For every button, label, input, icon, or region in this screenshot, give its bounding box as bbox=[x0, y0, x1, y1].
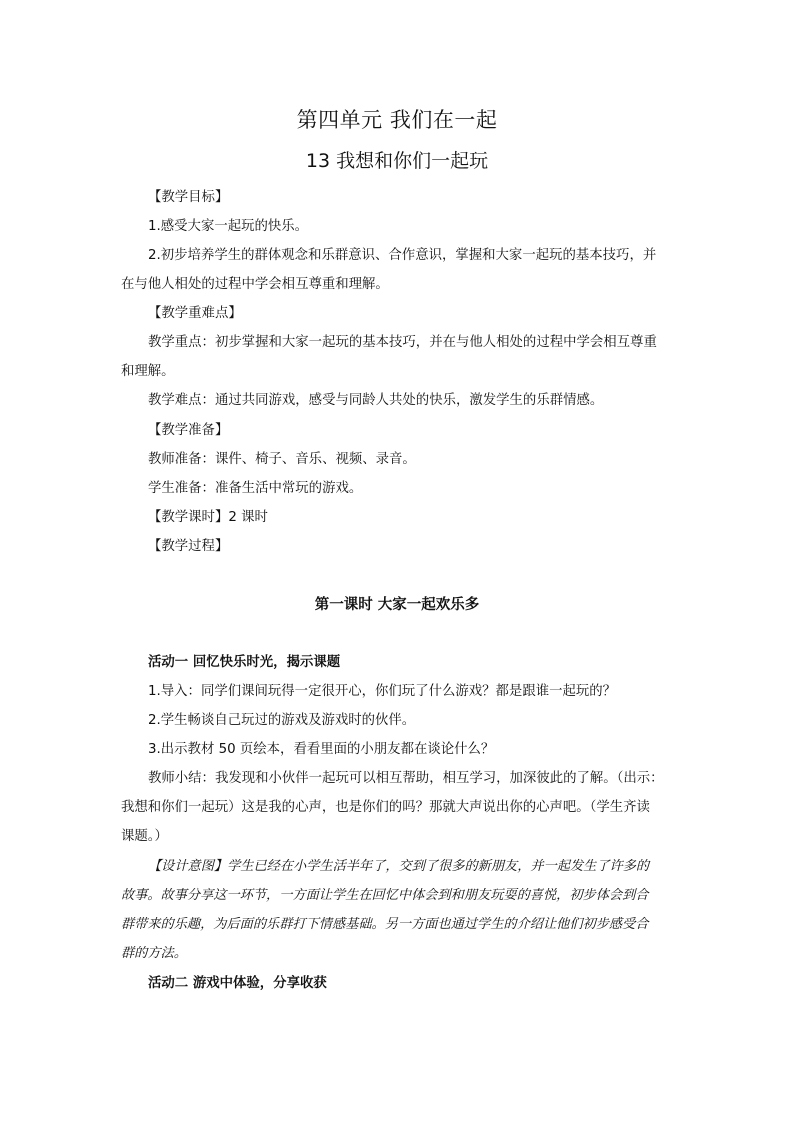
design-intent-line-4: 群的方法。 bbox=[121, 946, 187, 961]
teacher-prep: 教师准备：课件、椅子、音乐、视频、录音。 bbox=[148, 452, 416, 467]
step-3: 3.出示教材 50 页绘本，看看里面的小朋友都在谈论什么？ bbox=[148, 742, 495, 757]
goal-1: 1.感受大家一起玩的快乐。 bbox=[148, 219, 309, 234]
unit-title: 第四单元 我们在一起 bbox=[296, 108, 498, 132]
summary-line-3: 课题。） bbox=[121, 829, 168, 844]
summary-line-1: 教师小结：我发现和小伙伴一起玩可以相互帮助，相互学习，加深彼此的了解。（出示： bbox=[148, 771, 664, 786]
goal-2-line-2: 在与他人相处的过程中学会相互尊重和理解。 bbox=[121, 277, 389, 292]
prep-heading: 【教学准备】 bbox=[148, 423, 229, 438]
key-point-line-1: 教学重点：初步掌握和大家一起玩的基本技巧，并在与他人相处的过程中学会相互尊重 bbox=[148, 335, 657, 350]
class-hours: 【教学课时】2 课时 bbox=[148, 510, 268, 525]
lesson-title: 13 我想和你们一起玩 bbox=[305, 150, 489, 172]
goals-heading: 【教学目标】 bbox=[148, 190, 229, 205]
design-intent-line-3: 群带来的乐趣，为后面的乐群打下情感基础。另一方面也通过学生的介绍让他们初步感受合 bbox=[121, 917, 649, 932]
process-heading: 【教学过程】 bbox=[148, 539, 229, 554]
summary-line-2: 我想和你们一起玩）这是我的心声，也是你们的吗？那就大声说出你的心声吧。（学生齐读 bbox=[121, 800, 650, 815]
lesson-one-heading: 第一课时 大家一起欢乐多 bbox=[314, 597, 480, 613]
design-intent-line-1: 【设计意图】学生已经在小学生活半年了，交到了很多的新朋友，并一起发生了许多的 bbox=[148, 859, 650, 874]
goal-2-line-1: 2.初步培养学生的群体观念和乐群意识、合作意识，掌握和大家一起玩的基本技巧，并 bbox=[148, 248, 657, 263]
key-point-line-2: 和理解。 bbox=[121, 364, 175, 379]
student-prep: 学生准备：准备生活中常玩的游戏。 bbox=[148, 481, 363, 496]
activity-1-heading: 活动一 回忆快乐时光，揭示课题 bbox=[148, 655, 341, 670]
difficult-point: 教学难点：通过共同游戏，感受与同龄人共处的快乐，激发学生的乐群情感。 bbox=[148, 393, 604, 408]
step-1: 1.导入：同学们课间玩得一定很开心，你们玩了什么游戏？都是跟谁一起玩的？ bbox=[148, 684, 617, 699]
step-2: 2.学生畅谈自己玩过的游戏及游戏时的伙伴。 bbox=[148, 713, 416, 728]
key-heading: 【教学重难点】 bbox=[148, 306, 242, 321]
activity-2-heading: 活动二 游戏中体验，分享收获 bbox=[148, 976, 327, 991]
design-intent-line-2: 故事。故事分享这一环节，一方面让学生在回忆中体会到和朋友玩耍的喜悦，初步体会到合 bbox=[121, 888, 649, 903]
